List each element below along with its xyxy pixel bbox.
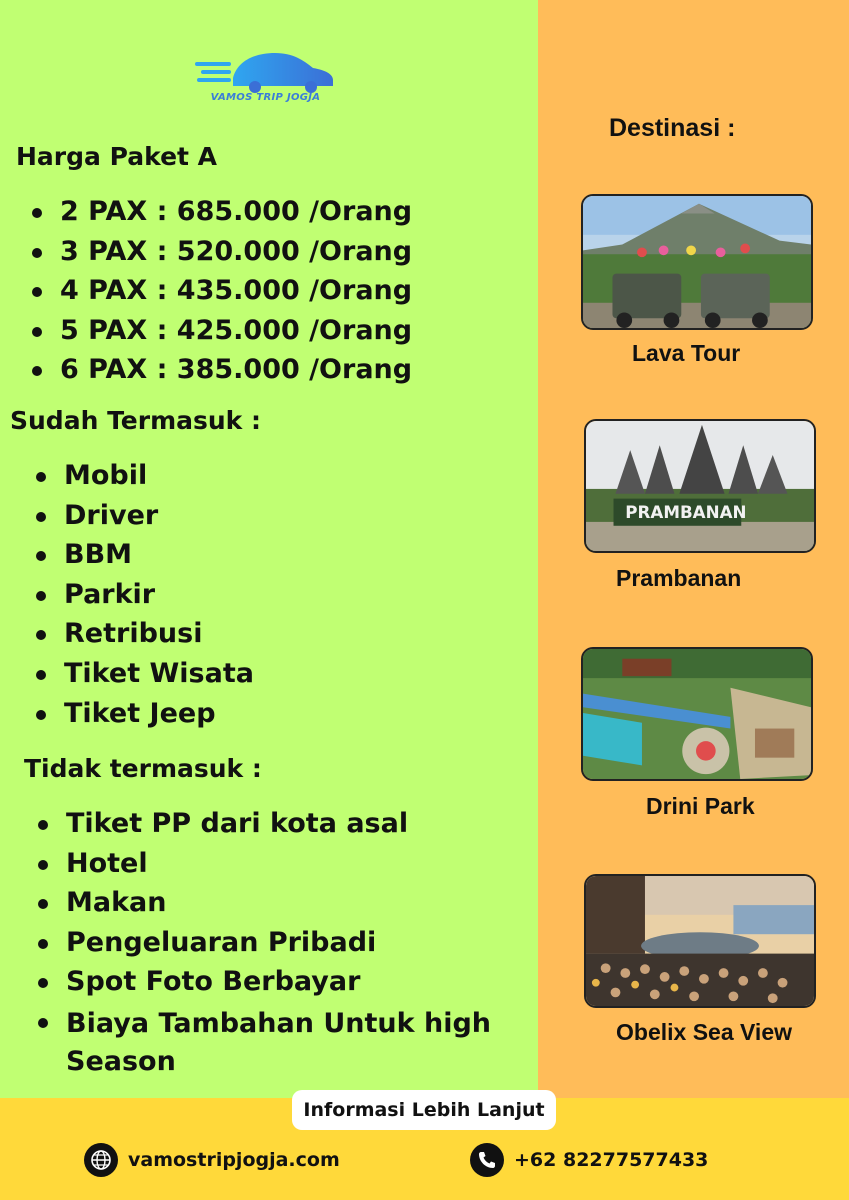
included-item: Tiket Wisata — [64, 657, 254, 697]
included-item: Tiket Jeep — [64, 697, 254, 737]
excluded-item: Biaya Tambahan Untuk high Season — [66, 1005, 506, 1083]
price-item: 3 PAX : 520.000 /Orang — [60, 235, 412, 275]
destination-label: Lava Tour — [632, 340, 741, 366]
price-item: 4 PAX : 435.000 /Orang — [60, 274, 412, 314]
excluded-item: Spot Foto Berbayar — [66, 965, 506, 1005]
temple-photo — [584, 419, 816, 553]
brand-logo — [193, 48, 338, 110]
park-aerial-photo — [581, 647, 813, 781]
excluded-item: Hotel — [66, 847, 506, 887]
included-title: Sudah Termasuk : — [10, 406, 262, 435]
destination-label: Obelix Sea View — [616, 1019, 793, 1045]
destinations-title: Destinasi : — [609, 114, 736, 142]
website-text[interactable]: vamostripjogja.com — [128, 1149, 340, 1171]
price-list — [60, 195, 412, 393]
excluded-title: Tidak termasuk : — [24, 754, 262, 783]
excluded-list — [66, 807, 506, 1083]
logo-text: VAMOS TRIP JOGJA — [210, 92, 321, 103]
globe-icon — [84, 1143, 118, 1177]
excluded-item: Pengeluaran Pribadi — [66, 926, 506, 966]
jeep-volcano-photo — [581, 194, 813, 330]
phone-contact[interactable] — [470, 1142, 708, 1178]
package-title: Harga Paket A — [16, 142, 218, 171]
included-list — [64, 459, 254, 736]
price-item: 6 PAX : 385.000 /Orang — [60, 353, 412, 393]
website-contact[interactable] — [84, 1142, 340, 1178]
phone-icon — [470, 1143, 504, 1177]
excluded-item: Tiket PP dari kota asal — [66, 807, 506, 847]
price-item: 2 PAX : 685.000 /Orang — [60, 195, 412, 235]
destination-label: Prambanan — [616, 565, 742, 591]
prambanan-sign-text: PRAMBANAN — [625, 503, 747, 522]
more-info-label: Informasi Lebih Lanjut — [292, 1090, 556, 1130]
excluded-item: Makan — [66, 886, 506, 926]
included-item: Parkir — [64, 578, 254, 618]
phone-text[interactable]: +62 82277577433 — [514, 1149, 709, 1171]
included-item: BBM — [64, 538, 254, 578]
crowd-sea-photo — [584, 874, 816, 1008]
car-logo-icon — [193, 48, 338, 94]
included-item: Driver — [64, 499, 254, 539]
included-item: Mobil — [64, 459, 254, 499]
destination-label: Drini Park — [646, 793, 755, 819]
included-item: Retribusi — [64, 617, 254, 657]
price-item: 5 PAX : 425.000 /Orang — [60, 314, 412, 354]
